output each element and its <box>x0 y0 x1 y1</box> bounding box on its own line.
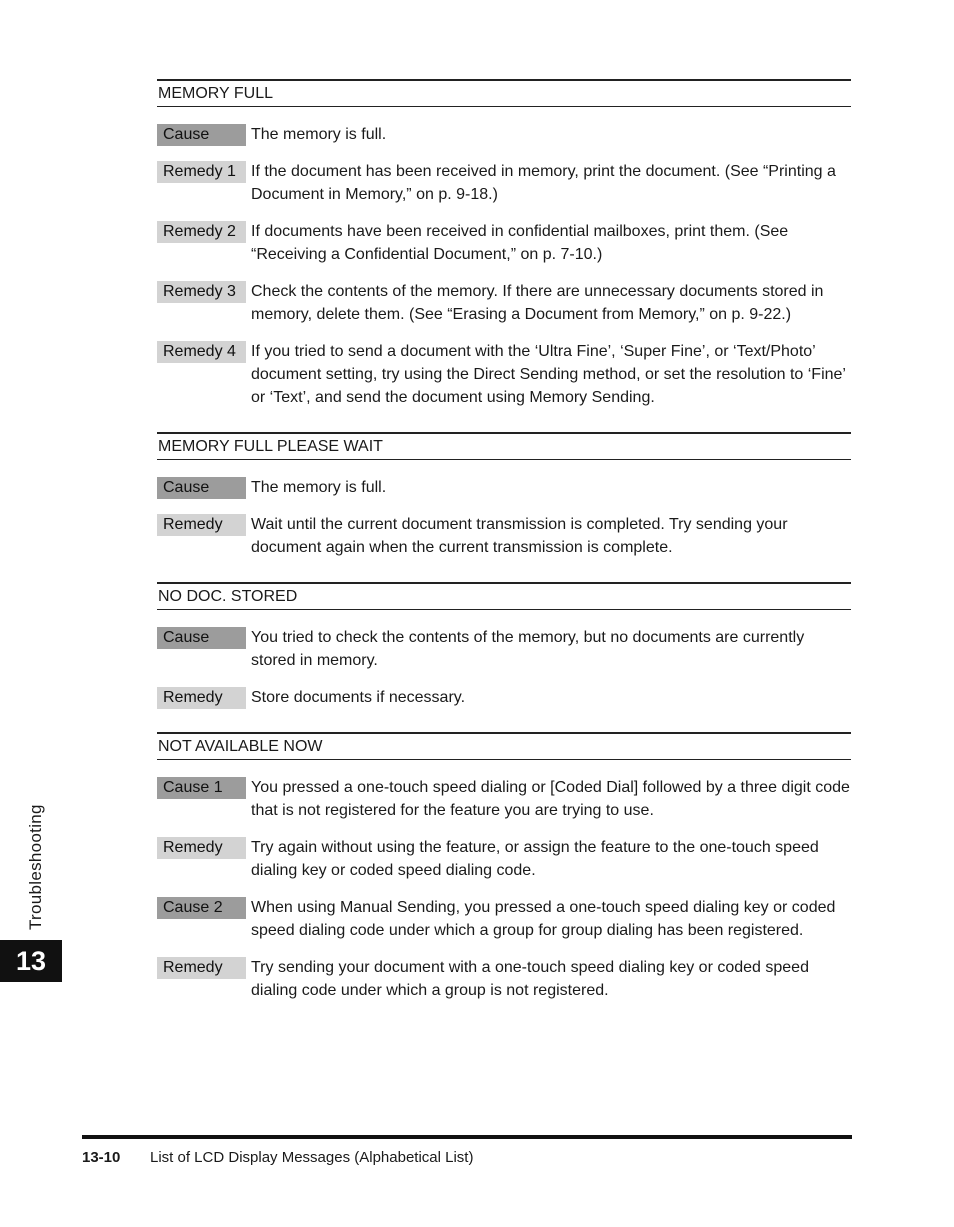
remedy-entry <box>157 836 851 882</box>
remedy-text: If you tried to send a document with the ‘Ultra Fine’, ‘Super Fine’, or ‘Text/Photo’ document setting, try using the Direct Sending method, or set the resolution to ‘Fine’ or ‘Text’, and send the document using Memory Sending. <box>251 343 846 406</box>
cause-text: You tried to check the contents of the memory, but no documents are currently stored in memory. <box>251 629 805 669</box>
remedy-entry <box>157 956 851 1002</box>
cause-entry <box>157 896 851 942</box>
message-section <box>157 732 851 1002</box>
chapter-number-tab: 13 <box>0 940 62 982</box>
remedy-text: If documents have been received in confidential mailboxes, print them. (See “Receiving a Confidential Document,” on p. 7-10.) <box>251 223 789 263</box>
remedy-text: Store documents if necessary. <box>251 689 466 706</box>
cause-entry <box>157 626 851 672</box>
cause-label: Cause 2 <box>157 897 246 919</box>
remedy-label: Remedy <box>157 837 246 859</box>
message-heading: MEMORY FULL <box>157 79 851 107</box>
message-heading: MEMORY FULL PLEASE WAIT <box>157 432 851 460</box>
message-heading: NOT AVAILABLE NOW <box>157 732 851 760</box>
remedy-text: Try sending your document with a one-touch speed dialing key or coded speed dialing code under which a group is not registered. <box>251 959 809 999</box>
cause-text: You pressed a one-touch speed dialing or [Coded Dial] followed by a three digit code that is not registered for the feature you are trying to use. <box>251 779 850 819</box>
message-heading: NO DOC. STORED <box>157 582 851 610</box>
cause-label: Cause 1 <box>157 777 246 799</box>
remedy-entry <box>157 686 851 709</box>
remedy-label: Remedy <box>157 687 246 709</box>
remedy-entry <box>157 160 851 206</box>
cause-label: Cause <box>157 124 246 146</box>
remedy-entry <box>157 280 851 326</box>
remedy-label: Remedy 2 <box>157 221 246 243</box>
remedy-text: Try again without using the feature, or assign the feature to the one-touch speed dialing key or coded speed dialing code. <box>251 839 819 879</box>
cause-entry <box>157 776 851 822</box>
footer-title: List of LCD Display Messages (Alphabetical List) <box>150 1149 474 1166</box>
cause-text: The memory is full. <box>251 479 387 496</box>
remedy-entry <box>157 513 851 559</box>
chapter-title: Troubleshooting <box>26 804 45 930</box>
remedy-label: Remedy <box>157 514 246 536</box>
remedy-label: Remedy 4 <box>157 341 246 363</box>
cause-entry <box>157 123 851 146</box>
message-list <box>157 79 851 1025</box>
cause-text: When using Manual Sending, you pressed a one-touch speed dialing key or coded speed dialing code under which a group for group dialing has been registered. <box>251 899 836 939</box>
remedy-text: Check the contents of the memory. If there are unnecessary documents stored in memory, delete them. (See “Erasing a Document from Memory,” on p. 9-22.) <box>251 283 824 323</box>
message-section <box>157 582 851 709</box>
cause-label: Cause <box>157 627 246 649</box>
footer-rule <box>82 1135 852 1139</box>
remedy-text: Wait until the current document transmission is completed. Try sending your document again when the current transmission is complete. <box>251 516 788 556</box>
remedy-text: If the document has been received in memory, print the document. (See “Printing a Document in Memory,” on p. 9-18.) <box>251 163 836 203</box>
page-number: 13-10 <box>82 1149 121 1166</box>
cause-entry <box>157 476 851 499</box>
remedy-entry <box>157 340 851 409</box>
message-section <box>157 432 851 559</box>
message-section <box>157 79 851 409</box>
remedy-label: Remedy 1 <box>157 161 246 183</box>
remedy-entry <box>157 220 851 266</box>
remedy-label: Remedy <box>157 957 246 979</box>
remedy-label: Remedy 3 <box>157 281 246 303</box>
cause-label: Cause <box>157 477 246 499</box>
cause-text: The memory is full. <box>251 126 387 143</box>
